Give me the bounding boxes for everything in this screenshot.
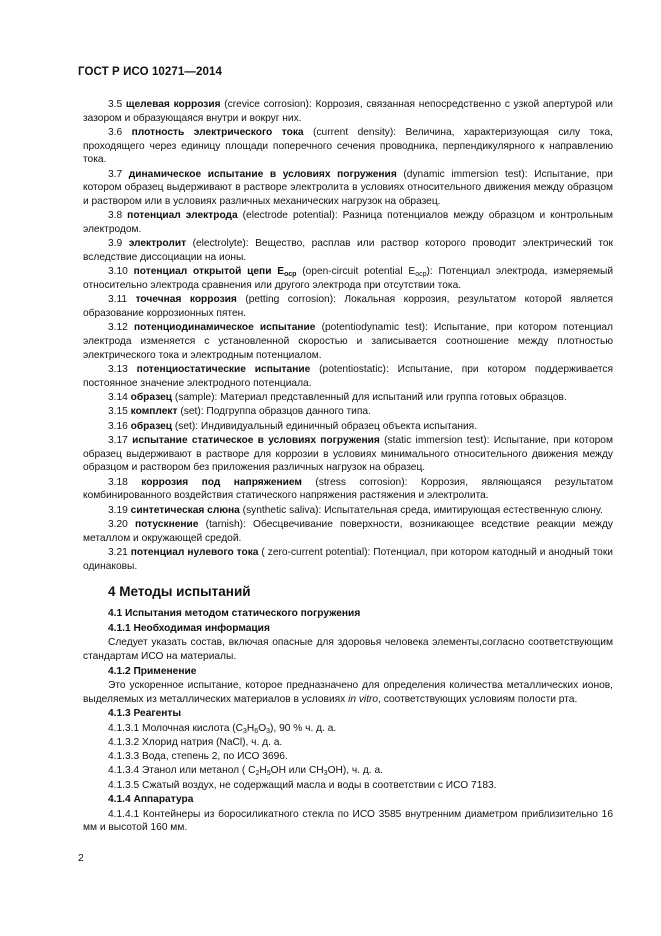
term-3-21: 3.21 потенциал нулевого тока ( zero-current potential): Потенциал, при котором катодный и анодный токи одинаковы.	[83, 547, 613, 572]
page-number: 2	[78, 852, 84, 864]
section-4-heading: 4 Методы испытаний	[108, 584, 251, 600]
term-3-18: 3.18 коррозия под напряжением (stress corrosion): Коррозия, являющаяся результатом комбинированного воздействия статического напряжения растяжения и электролита.	[83, 476, 613, 502]
term-3-12: 3.12 потенциодинамическое испытание (potentiodynamic test): Испытание, при котором потенциал электрода изменяется с установленной скоростью и записывается соотношение между плотностью электрического тока и электродным потенциалом.	[83, 322, 613, 361]
term-3-10: 3.10 потенциал открытой цепи $E_{оср}$ (open-circuit potential $E_{оср}$): Потенциал электрода, измеряемый относительно электрода сравнения или другого электрода при отсутствии тока.	[83, 266, 614, 292]
apparatus-4-1-4-1: 4.1.4.1 Контейнеры из боросиликатного стекла по ИСО 3585 внутренним диаметром приблизительно 16 мм и высотой 160 мм.	[83, 808, 613, 834]
term-3-11: 3.11 точечная коррозия (petting corrosion): Локальная коррозия, результатом которой является образование коррозионных пятен.	[83, 294, 613, 320]
term-3-15: 3.15 комплект (set): Подгруппа образцов данного типа.	[108, 406, 371, 418]
reagent-4-1-3-5: 4.1.3.5 Сжатый воздух, не содержащий масла и воды в соответствии с ИСО 7183.	[108, 779, 497, 791]
term-3-16: 3.16 образец (set): Индивидуальный единичный образец объекта испытания.	[108, 420, 478, 432]
term-3-6: 3.6 плотность электрического тока (current density): Величина, характеризующая силу тока, проходящего через единицу площади поперечного сечения проводника, перпендикулярного к направлению тока.	[83, 127, 613, 166]
reagent-4-1-3-4: 4.1.3.4 Этанол или метанол ( $C_2H_5OH$ или $CH_3OH$), ч. д. а.	[108, 765, 383, 778]
section-4-1-4-heading: 4.1.4 Аппаратура	[108, 794, 194, 806]
section-4-1-heading: 4.1 Испытания методом статического погружения	[108, 608, 361, 620]
section-4-1-3-heading: 4.1.3 Реагенты	[108, 708, 182, 720]
term-3-5: 3.5 щелевая коррозия (crevice corrosion): Коррозия, связанная непосредственно с узкой апертурой или зазором и образующаяся внутри и вокруг них.	[83, 99, 613, 124]
section-4-1-2-text: Это ускоренное испытание, которое предназначено для определения количества металлических ионов, выделяемых из металлических материалов в условиях in vitro, соответствующих условиям полости рта.	[83, 679, 613, 705]
term-3-14: 3.14 образец (sample): Материал представленный для испытаний или группа готовых образцов.	[108, 392, 567, 404]
term-3-17: 3.17 испытание статическое в условиях погружения (static immersion test): Испытание, при котором образец выдерживают в растворе для коррозии в условиях минимального относительного движения между образцом и раствором без приложения различных нагрузок на образец.	[83, 435, 613, 474]
term-3-9: 3.9 электролит (electrolyte): Вещество, расплав или раствор которого проводит электрический ток вследствие диссоциации на ионы.	[83, 238, 613, 264]
term-3-8: 3.8 потенциал электрода (electrode potential): Разница потенциалов между образцом и контрольным электродом.	[83, 210, 613, 236]
term-3-19: 3.19 синтетическая слюна (synthetic saliva): Испытательная среда, имитирующая естественную слюну.	[108, 504, 603, 516]
term-3-13: 3.13 потенциостатические испытание (potentiostatic): Испытание, при котором поддерживается постоянное значение электродного потенциала.	[83, 364, 613, 389]
document-header: ГОСТ Р ИСО 10271—2014	[78, 66, 223, 78]
section-4-1-2-heading: 4.1.2 Применение	[108, 665, 197, 677]
term-3-7: 3.7 динамическое испытание в условиях погружения (dynamic immersion test): Испытание, при котором образец выдерживают в растворе электролита в условиях относительного движения между образцом и раствором или в условиях различных механических нагрузок на образец.	[83, 168, 613, 208]
document-body	[83, 98, 613, 835]
reagent-4-1-3-1: 4.1.3.1 Молочная кислота $(C_3H_6O_3)$, 90 % ч. д. а.	[108, 722, 337, 735]
section-4-1-1-text: Следует указать состав, включая опасные для здоровья человека элементы,согласно соответствующим стандартам ИСО на материалы.	[83, 637, 613, 662]
section-4-1-1-heading: 4.1.1 Необходимая информация	[108, 622, 270, 634]
term-3-20: 3.20 потускнение (tarnish): Обесцвечивание поверхности, возникающее вседствие реакции между металлом и окружающей средой.	[83, 519, 613, 544]
reagent-4-1-3-2: 4.1.3.2 Хлорид натрия (NaCl), ч. д. а.	[108, 736, 283, 748]
reagent-4-1-3-3: 4.1.3.3 Вода, степень 2, по ИСО 3696.	[108, 751, 288, 763]
